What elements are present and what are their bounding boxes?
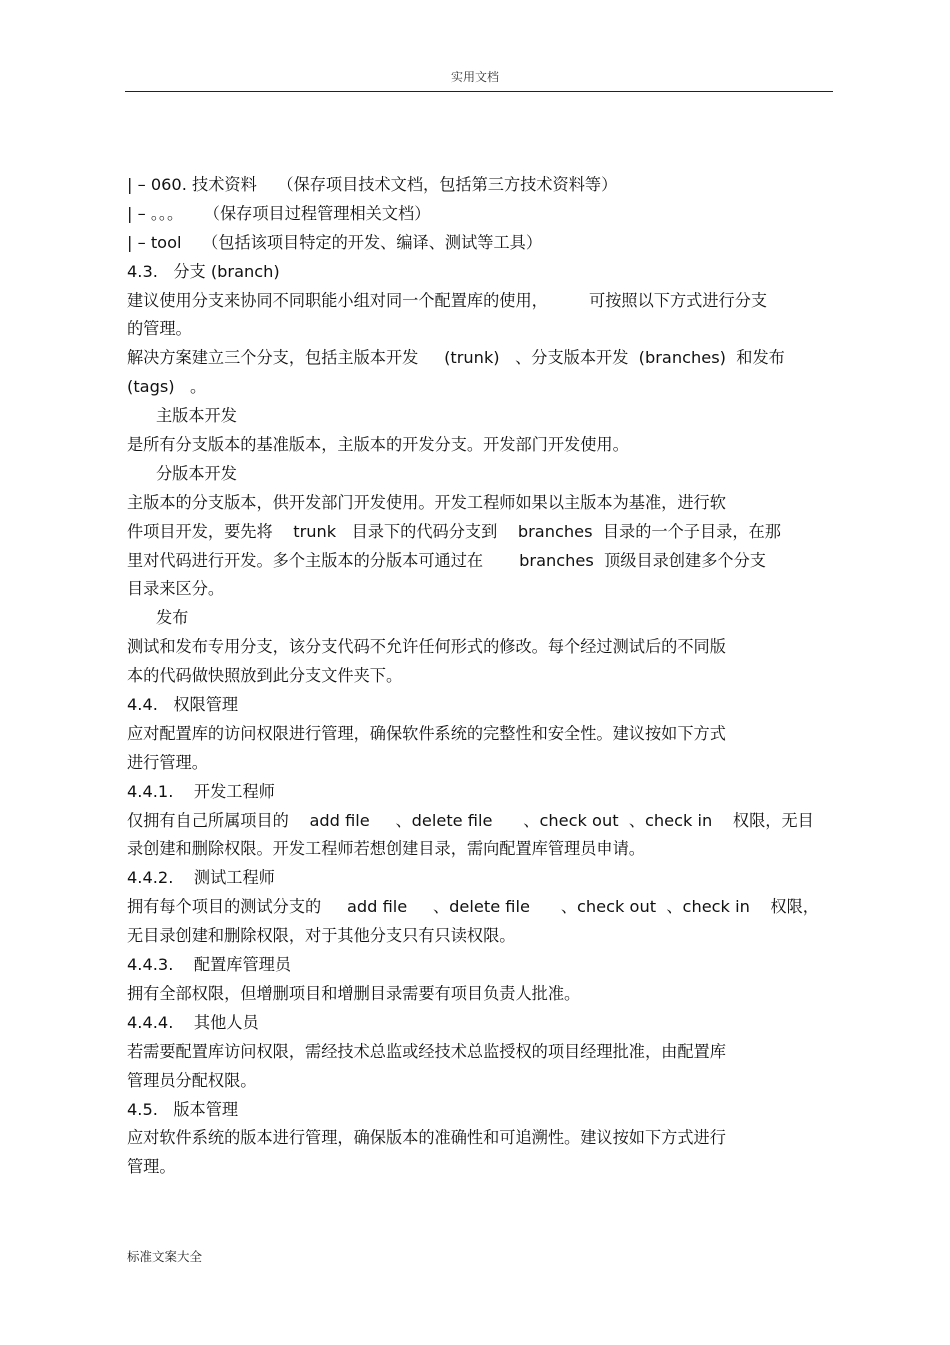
text-line: 本的代码做快照放到此分支文件夹下。	[127, 666, 403, 686]
text-line: | – 。。。 （保存项目过程管理相关文档）	[127, 203, 431, 223]
text-line: 管理员分配权限。	[127, 1070, 257, 1090]
text-line: 件项目开发，要先将 trunk 目录下的代码分支到 branches 目录的一个子目录，在那	[127, 521, 781, 541]
text-line: 4.4.2. 测试工程师	[127, 868, 275, 888]
document-body	[127, 171, 827, 1182]
text-line: 里对代码进行开发。多个主版本的分版本可通过在 branches 顶级目录创建多个分支	[127, 550, 766, 570]
text-line: 拥有全部权限，但增删项目和增删目录需要有项目负责人批准。	[127, 983, 581, 1003]
text-line: 拥有每个项目的测试分支的 add file 、delete file 、check out 、check in 权限，	[127, 897, 819, 917]
header-divider	[125, 91, 833, 92]
text-line: 若需要配置库访问权限，需经技术总监或经技术总监授权的项目经理批准，由配置库	[127, 1041, 726, 1061]
text-line: 应对软件系统的版本进行管理，确保版本的准确性和可追溯性。建议按如下方式进行	[127, 1128, 726, 1148]
text-line: 建议使用分支来协同不同职能小组对同一个配置库的使用， 可按照以下方式进行分支	[127, 290, 768, 310]
text-line: 解决方案建立三个分支，包括主版本开发 (trunk) 、分支版本开发 (branches) 和发布	[127, 348, 785, 368]
text-line: 发布	[156, 608, 189, 628]
text-line: 主版本开发	[156, 406, 237, 426]
text-line: 4.4.1. 开发工程师	[127, 781, 275, 801]
text-line: 管理。	[127, 1157, 176, 1177]
text-line: | – 060. 技术资料 （保存项目技术文档，包括第三方技术资料等）	[127, 175, 618, 194]
text-line: 4.3. 分支 (branch)	[127, 261, 280, 281]
text-line: (tags) 。	[127, 377, 207, 397]
text-line: 测试和发布专用分支，该分支代码不允许任何形式的修改。每个经过测试后的不同版	[127, 637, 726, 657]
text-line: 应对配置库的访问权限进行管理，确保软件系统的完整性和安全性。建议按如下方式	[127, 723, 726, 743]
text-line: 无目录创建和删除权限，对于其他分支只有只读权限。	[127, 926, 516, 946]
text-line: | – tool （包括该项目特定的开发、编译、测试等工具）	[127, 232, 543, 252]
page-footer: 标准文案大全	[127, 1249, 203, 1264]
text-line: 4.4.4. 其他人员	[127, 1012, 259, 1032]
text-line: 分版本开发	[156, 463, 237, 483]
text-line: 录创建和删除权限。开发工程师若想创建目录，需向配置库管理员申请。	[127, 839, 645, 859]
text-line: 的管理。	[127, 319, 192, 339]
text-line: 目录来区分。	[127, 579, 225, 599]
text-line: 进行管理。	[127, 752, 208, 772]
page-header: 实用文档	[450, 70, 499, 84]
text-line: 4.4. 权限管理	[127, 695, 239, 715]
text-line: 仅拥有自己所属项目的 add file 、delete file 、check out 、check in 权限，无目	[127, 810, 814, 830]
text-line: 4.4.3. 配置库管理员	[127, 955, 292, 975]
text-line: 主版本的分支版本，供开发部门开发使用。开发工程师如果以主版本为基准，进行软	[127, 492, 726, 512]
text-line: 4.5. 版本管理	[127, 1099, 239, 1119]
text-line: 是所有分支版本的基准版本，主版本的开发分支。开发部门开发使用。	[127, 435, 629, 455]
